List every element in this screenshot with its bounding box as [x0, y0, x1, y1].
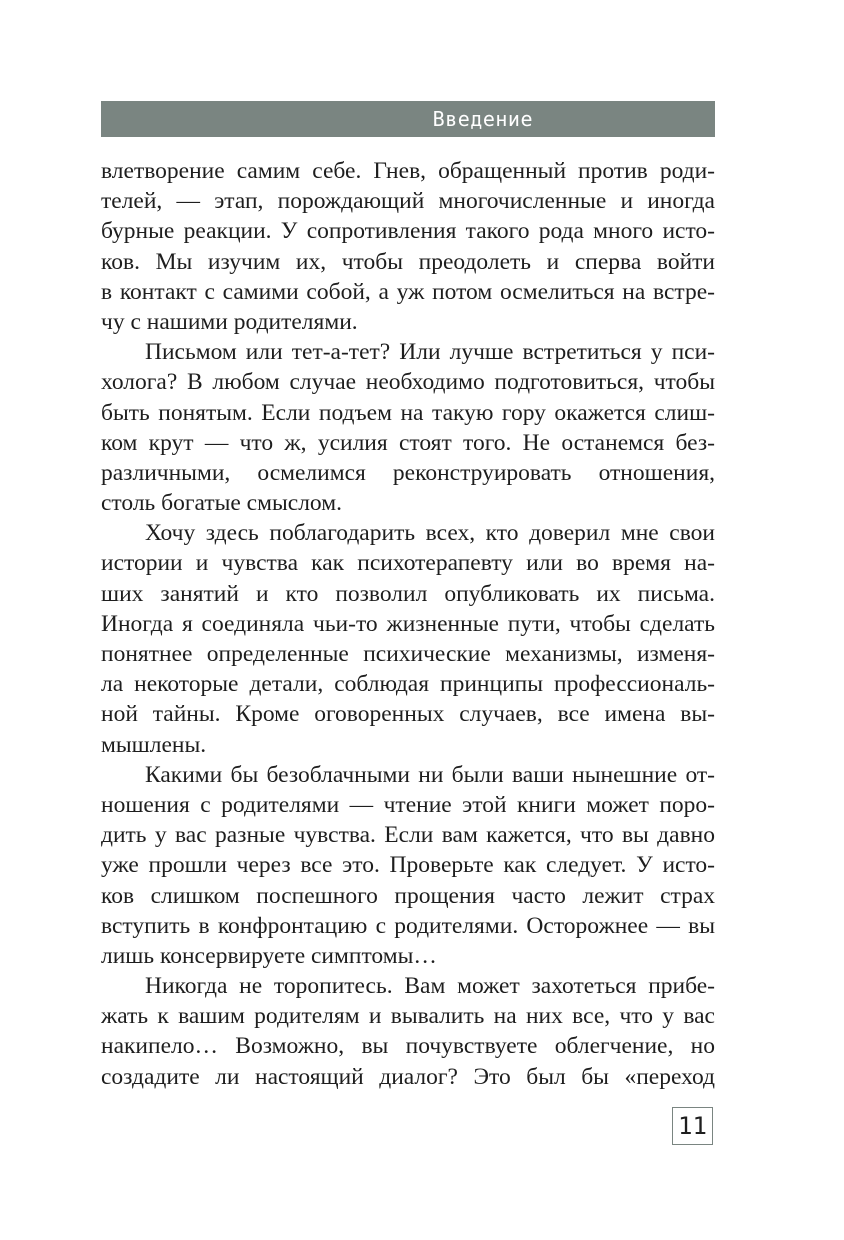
text-line: столь богатые смыслом. — [101, 490, 342, 517]
paragraph — [101, 337, 715, 518]
text-line: бурные реакции. У сопротивления такого рода много исто- — [101, 218, 715, 245]
text-line: быть понятым. Если подъем на такую гору окажется слиш- — [101, 399, 715, 426]
text-line: жать к вашим родителям и вывалить на них все, что у вас — [101, 1003, 715, 1030]
text-line: ком крут — что ж, усилия стоят того. Не останемся без- — [101, 429, 715, 456]
text-line: ков слишком поспешного прощения часто лежит страх — [101, 882, 715, 909]
text-line: ной тайны. Кроме оговоренных случаев, все имена вы- — [101, 701, 715, 728]
running-header-bar — [101, 101, 715, 137]
text-line: понятнее определенные психические механизмы, изменя- — [101, 641, 715, 667]
text-line: вступить в конфронтацию с родителями. Осторожнее — вы — [101, 912, 715, 939]
text-line: мышлены. — [101, 731, 207, 758]
paragraph — [101, 760, 715, 971]
text-line: истории и чувства как психотерапевту или во время на- — [101, 550, 715, 577]
text-line: Какими бы безоблачными ни были ваши нынешние от- — [145, 761, 715, 788]
text-line: Никогда не торопитесь. Вам может захотеться прибе- — [145, 973, 715, 1000]
text-line: влетворение самим себе. Гнев, обращенный против роди- — [101, 158, 715, 184]
page-body — [101, 156, 715, 1092]
text-line: уже прошли через все это. Проверьте как следует. У исто- — [101, 852, 715, 879]
text-line: накипело… Возможно, вы почувствуете облегчение, но — [101, 1033, 715, 1060]
text-line: в контакт с самими собой, а уж потом осмелиться на встре- — [101, 278, 715, 305]
text-line: чу с нашими родителями. — [101, 308, 358, 335]
running-header-title: Введение — [432, 107, 533, 131]
page-number-box — [672, 1107, 713, 1145]
text-line: холога? В любом случае необходимо подготовиться, чтобы — [101, 369, 715, 396]
text-line: различными, осмелимся реконструировать отношения, — [101, 459, 715, 486]
text-line: ков. Мы изучим их, чтобы преодолеть и сперва войти — [101, 248, 715, 275]
paragraph — [101, 156, 715, 337]
text-line: создадите ли настоящий диалог? Это был бы «переход — [101, 1063, 715, 1090]
text-line: Письмом или тет-а-тет? Или лучше встретиться у пси- — [145, 339, 715, 366]
text-line: ших занятий и кто позволил опубликовать их письма. — [101, 580, 715, 607]
text-line: лишь консервируете симптомы… — [101, 942, 437, 969]
text-line: Иногда я соединяла чьи-то жизненные пути, чтобы сделать — [101, 610, 715, 637]
paragraph — [101, 971, 715, 1092]
text-line: дить у вас разные чувства. Если вам кажется, что вы давно — [101, 822, 715, 849]
text-line: ла некоторые детали, соблюдая принципы профессиональ- — [101, 671, 715, 698]
page-number: 11 — [678, 1112, 707, 1140]
text-line: ношения с родителями — чтение этой книги может поро- — [101, 791, 715, 818]
text-line: телей, — этап, порождающий многочисленные и иногда — [101, 188, 715, 215]
paragraph — [101, 518, 715, 760]
text-line: Хочу здесь поблагодарить всех, кто доверил мне свои — [145, 520, 715, 547]
